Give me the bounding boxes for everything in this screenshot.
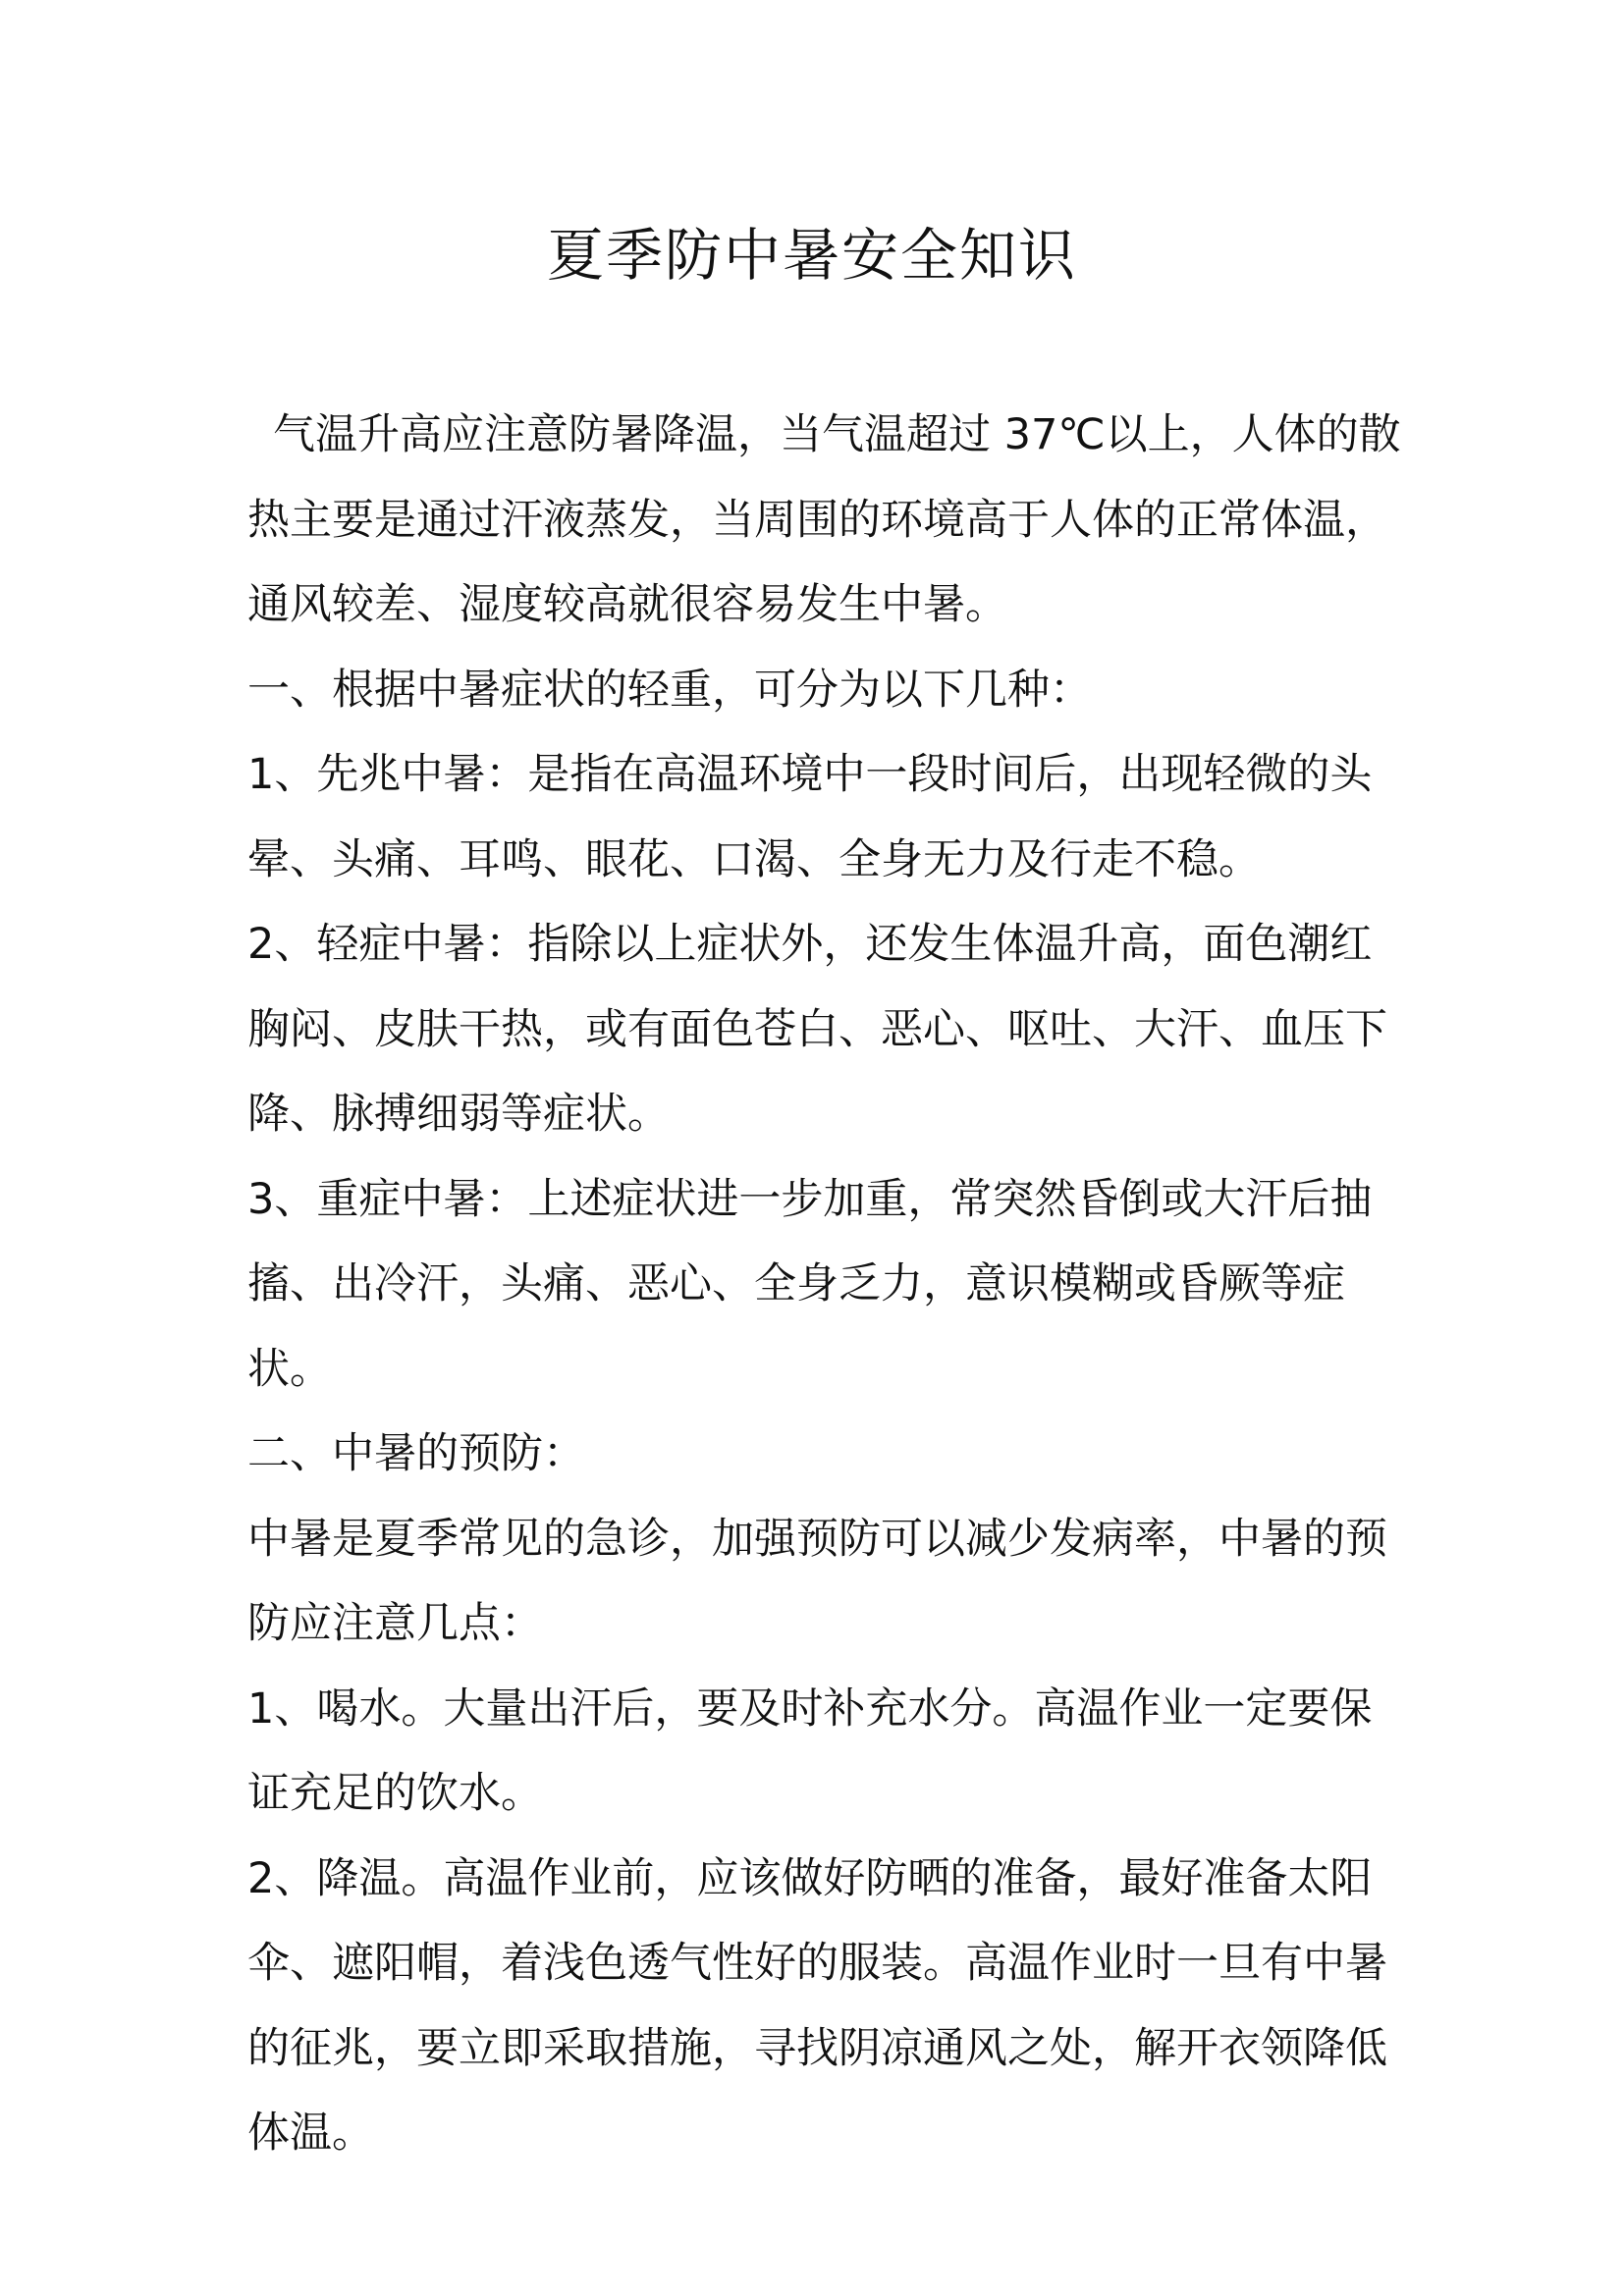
document-title: 夏季防中暑安全知识 [546, 222, 1077, 289]
section-heading-symptoms: 一、根据中暑症状的轻重，可分为以下几种： [247, 665, 1092, 715]
list-item-drink-water: 1、喝水。大量出汗后，要及时补充水分。高温作业一定要保证充足的饮水。 [247, 1683, 1373, 1818]
prevention-intro-paragraph: 中暑是夏季常见的急诊，加强预防可以减少发病率，中暑的预防应注意几点： [247, 1514, 1387, 1648]
list-item-cool-down: 2、降温。高温作业前，应该做好防晒的准备，最好准备太阳伞、遮阳帽，着浅色透气性好的服装。高温作业时一旦有中暑的征兆，要立即采取措施，寻找阴凉通风之处，解开衣领降低体温。 [247, 1853, 1387, 2158]
list-item-mild-heatstroke: 2、轻症中暑：指除以上症状外，还发生体温升高，面色潮红胸闷、皮肤干热，或有面色苍白、恶心、呕吐、大汗、血压下降、脉搏细弱等症状。 [247, 920, 1387, 1139]
document-body [247, 393, 1406, 2176]
list-item-precursor-heatstroke: 1、先兆中暑：是指在高温环境中一段时间后，出现轻微的头晕、头痛、耳鸣、眼花、口渴、全身无力及行走不稳。 [247, 750, 1373, 884]
intro-paragraph: 气温升高应注意防暑降温，当气温超过 37℃以上，人体的散热主要是通过汗液蒸发，当周围的环境高于人体的正常体温，通风较差、湿度较高就很容易发生中暑。 [247, 410, 1401, 629]
list-item-severe-heatstroke: 3、重症中暑：上述症状进一步加重，常突然昏倒或大汗后抽搐、出冷汗，头痛、恶心、全身乏力，意识模糊或昏厥等症状。 [247, 1174, 1373, 1394]
section-heading-prevention: 二、中暑的预防： [247, 1429, 585, 1478]
